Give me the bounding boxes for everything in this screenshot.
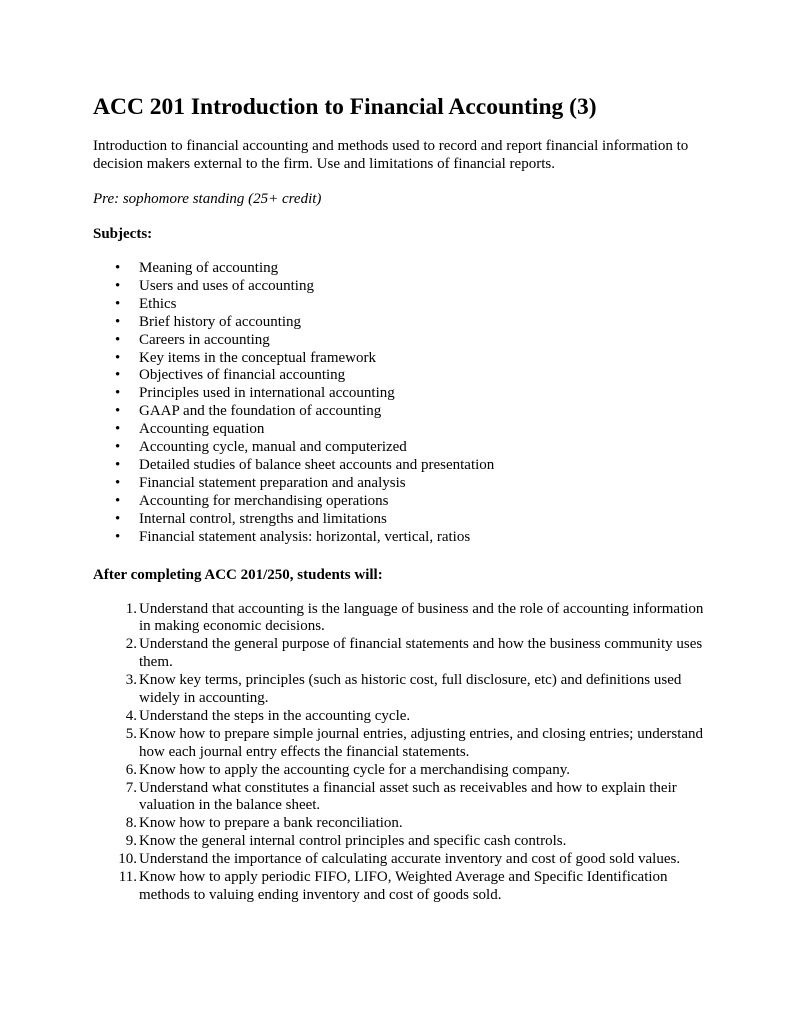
outcome-number: 8. <box>125 815 137 832</box>
course-prerequisite: Pre: sophomore standing (25+ credit) <box>93 191 322 207</box>
outcome-text: Understand what constitutes a financial asset such as receivables and how to explain their valuation in the balance sheet. <box>139 779 677 814</box>
subject-text: Ethics <box>139 295 177 312</box>
bullet-icon: • <box>115 474 121 491</box>
subject-item <box>93 278 713 296</box>
subject-text: GAAP and the foundation of accounting <box>139 403 382 420</box>
subject-item <box>93 529 713 547</box>
outcome-number: 11. <box>118 869 137 886</box>
outcome-item <box>93 601 713 637</box>
subject-text: Objectives of financial accounting <box>139 367 346 384</box>
outcomes-list <box>93 601 713 905</box>
outcome-item <box>93 762 713 780</box>
outcome-number: 1. <box>125 600 137 617</box>
subject-item <box>93 475 713 493</box>
bullet-icon: • <box>115 492 121 509</box>
outcome-number: 6. <box>125 761 137 778</box>
bullet-icon: • <box>115 439 121 456</box>
subject-item <box>93 457 713 475</box>
outcome-number: 3. <box>125 672 137 689</box>
outcome-item <box>93 851 713 869</box>
outcome-item <box>93 726 713 762</box>
subject-item <box>93 260 713 278</box>
bullet-icon: • <box>115 313 121 330</box>
bullet-icon: • <box>115 295 121 312</box>
bullet-icon: • <box>115 385 121 402</box>
subject-item <box>93 314 713 332</box>
outcome-text: Know key terms, principles (such as historic cost, full disclosure, etc) and definitions used widely in accounting. <box>139 672 682 707</box>
subject-text: Meaning of accounting <box>139 260 279 276</box>
bullet-icon: • <box>115 367 121 384</box>
subject-item <box>93 332 713 350</box>
outcome-item <box>93 636 713 672</box>
subject-text: Careers in accounting <box>139 331 270 348</box>
subject-text: Accounting equation <box>139 421 265 438</box>
bullet-icon: • <box>115 277 121 294</box>
subject-item <box>93 421 713 439</box>
subject-text: Financial statement preparation and analysis <box>139 474 406 491</box>
subject-text: Detailed studies of balance sheet accounts and presentation <box>139 456 495 473</box>
outcome-number: 7. <box>125 779 137 796</box>
outcome-text: Understand the importance of calculating accurate inventory and cost of good sold values. <box>139 851 681 868</box>
course-title: ACC 201 Introduction to Financial Accounting (3) <box>93 94 597 120</box>
outcome-item <box>93 869 713 905</box>
course-description: Introduction to financial accounting and methods used to record and report financial information to decision makers external to the firm. Use and limitations of financial reports. <box>93 138 689 172</box>
subject-item <box>93 296 713 314</box>
subject-text: Principles used in international accounting <box>139 385 395 402</box>
bullet-icon: • <box>115 260 121 276</box>
bullet-icon: • <box>115 331 121 348</box>
subjects-heading: Subjects: <box>93 226 153 242</box>
subject-item <box>93 367 713 385</box>
outcome-text: Know how to apply the accounting cycle for a merchandising company. <box>139 761 570 778</box>
subject-text: Accounting for merchandising operations <box>139 492 389 509</box>
outcome-number: 2. <box>125 636 137 653</box>
subject-text: Financial statement analysis: horizontal, vertical, ratios <box>139 528 471 545</box>
bullet-icon: • <box>115 403 121 420</box>
subject-item <box>93 511 713 529</box>
bullet-icon: • <box>115 528 121 545</box>
outcome-text: Understand that accounting is the language of business and the role of accounting information in making economic decisions. <box>139 600 704 635</box>
bullet-icon: • <box>115 456 121 473</box>
outcome-text: Know the general internal control principles and specific cash controls. <box>139 833 567 850</box>
outcome-number: 10. <box>118 851 137 868</box>
subject-text: Accounting cycle, manual and computerized <box>139 439 407 456</box>
subject-text: Users and uses of accounting <box>139 277 314 294</box>
subject-text: Brief history of accounting <box>139 313 302 330</box>
document-page <box>93 93 713 905</box>
bullet-icon: • <box>115 421 121 438</box>
subject-item <box>93 439 713 457</box>
subjects-list <box>93 260 713 547</box>
outcome-item <box>93 815 713 833</box>
outcome-item <box>93 780 713 816</box>
subject-item <box>93 385 713 403</box>
outcome-text: Know how to apply periodic FIFO, LIFO, Weighted Average and Specific Identification methods to valuing ending inventory and cost of goods sold. <box>139 869 668 903</box>
subject-text: Key items in the conceptual framework <box>139 349 376 366</box>
subject-item <box>93 350 713 368</box>
subject-item <box>93 493 713 511</box>
outcome-item <box>93 672 713 708</box>
subject-item <box>93 403 713 421</box>
subject-text: Internal control, strengths and limitations <box>139 510 387 527</box>
bullet-icon: • <box>115 510 121 527</box>
outcome-number: 4. <box>125 707 137 724</box>
outcome-text: Understand the general purpose of financial statements and how the business community uses them. <box>139 636 703 671</box>
outcome-text: Know how to prepare simple journal entries, adjusting entries, and closing entries; understand how each journal entry effects the financial statements. <box>139 725 704 760</box>
bullet-icon: • <box>115 349 121 366</box>
outcome-number: 9. <box>125 833 137 850</box>
outcomes-heading: After completing ACC 201/250, students will: <box>93 566 383 583</box>
outcome-item <box>93 708 713 726</box>
outcome-number: 5. <box>125 725 137 742</box>
outcome-item <box>93 833 713 851</box>
outcome-text: Understand the steps in the accounting cycle. <box>139 707 411 724</box>
outcome-text: Know how to prepare a bank reconciliation. <box>139 815 403 832</box>
